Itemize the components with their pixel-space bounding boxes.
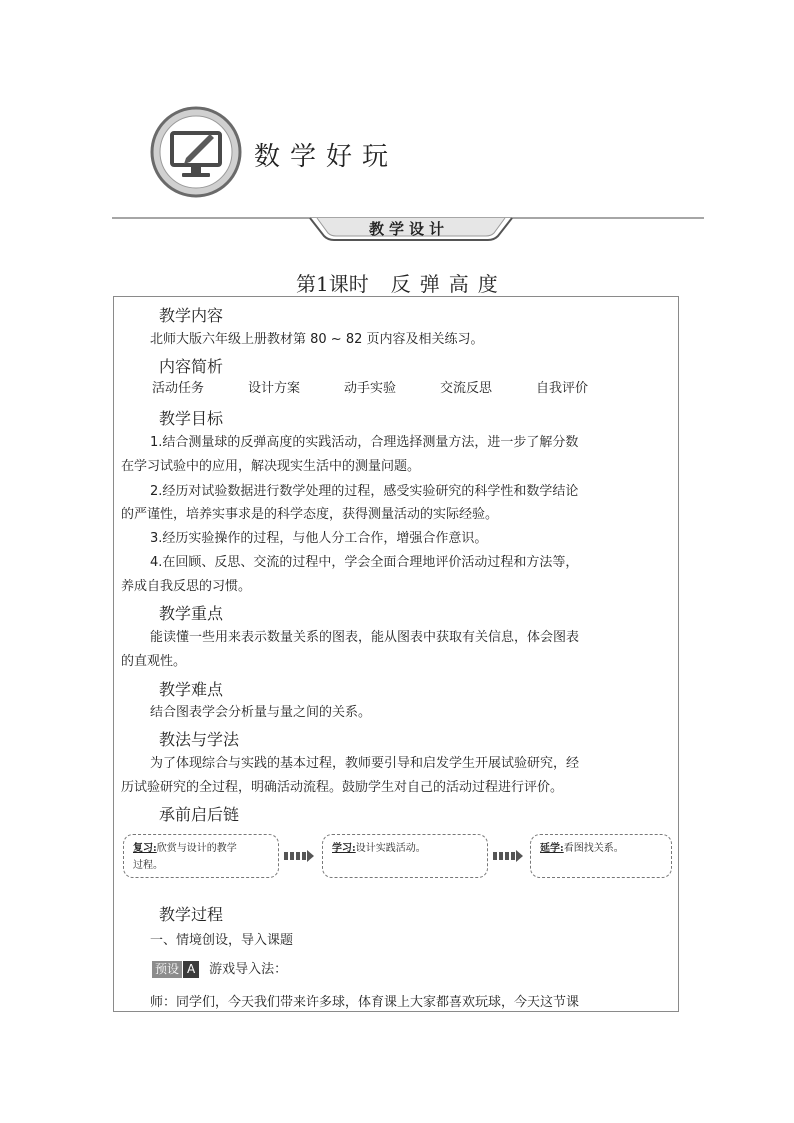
lesson-topic: 反弹高度 [390, 272, 507, 296]
review-box [123, 834, 279, 878]
computer-pen-icon [150, 106, 242, 198]
difficulties-heading: 教学难点 [159, 680, 224, 699]
process-step-1: 一、情境创设，导入课题 [150, 933, 294, 948]
methods-line2: 历试验研究的全过程，明确活动流程。鼓励学生对自己的活动过程进行评价。 [121, 780, 564, 795]
study-label: 学习: [332, 843, 356, 854]
teaching-content-text: 北师大版六年级上册教材第 80 ~ 82 页内容及相关练习。 [150, 332, 484, 347]
study-box [322, 834, 488, 878]
methods-line1: 为了体现综合与实践的基本过程，教师要引导和启发学生开展试验研究，经 [150, 756, 580, 771]
difficulties-text: 结合图表学会分析量与量之间的关系。 [150, 705, 372, 720]
objectives-heading: 教学目标 [159, 409, 224, 428]
analysis-item: 设计方案 [248, 381, 301, 396]
key-points-heading: 教学重点 [159, 604, 224, 623]
objective-4-line1: 4.在回顾、反思、交流的过程中，学会全面合理地评价活动过程和方法等， [150, 555, 579, 570]
extend-text: 看图找关系。 [563, 843, 624, 854]
objective-1-line1: 1.结合测量球的反弹高度的实践活动，合理选择测量方法，进一步了解分数 [150, 435, 579, 450]
teaching-content-heading: 教学内容 [159, 306, 224, 325]
banner-label: 教学设计 [368, 220, 449, 238]
methods-heading: 教法与学法 [159, 730, 240, 749]
process-heading: 教学过程 [159, 905, 224, 924]
flow-arrow-icon [284, 850, 314, 862]
objective-4-line2: 养成自我反思的习惯。 [121, 579, 252, 594]
key-points-line2: 的直观性。 [121, 654, 187, 669]
review-text-2: 过程。 [133, 860, 163, 871]
analysis-item: 自我评价 [536, 381, 589, 396]
preset-line [152, 958, 287, 975]
study-text: 设计实践活动。 [355, 843, 426, 854]
links-heading: 承前启后链 [159, 805, 240, 824]
preset-tag: 预设 [152, 961, 182, 978]
extend-label: 延学: [540, 843, 564, 854]
preset-letter: A [183, 961, 199, 978]
analysis-heading: 内容简析 [159, 357, 224, 376]
analysis-item: 动手实验 [344, 381, 397, 396]
teacher-line: 师：同学们，今天我们带来许多球，体育课上大家都喜欢玩球，今天这节课 [150, 995, 580, 1010]
section-title: 数学好玩 [254, 142, 399, 172]
lesson-number: 第1课时 [296, 272, 369, 296]
flow-arrow-icon [493, 850, 523, 862]
key-points-line1: 能读懂一些用来表示数量关系的图表，能从图表中获取有关信息，体会图表 [150, 630, 580, 645]
analysis-item: 交流反思 [440, 381, 493, 396]
objective-2-line2: 的严谨性，培养实事求是的科学态度，获得测量活动的实际经验。 [121, 507, 499, 522]
review-text-1: 欣赏与设计的教学 [156, 843, 237, 854]
extend-box [530, 834, 672, 878]
objective-2-line1: 2.经历对试验数据进行数学处理的过程，感受实验研究的科学性和数学结论 [150, 484, 579, 499]
lesson-title [296, 268, 507, 297]
review-label: 复习: [133, 843, 157, 854]
analysis-item: 活动任务 [152, 381, 205, 396]
objective-1-line2: 在学习试验中的应用，解决现实生活中的测量问题。 [121, 459, 421, 474]
preset-text: 游戏导入法： [209, 962, 288, 977]
objective-3: 3.经历实验操作的过程，与他人分工合作，增强合作意识。 [150, 531, 488, 546]
